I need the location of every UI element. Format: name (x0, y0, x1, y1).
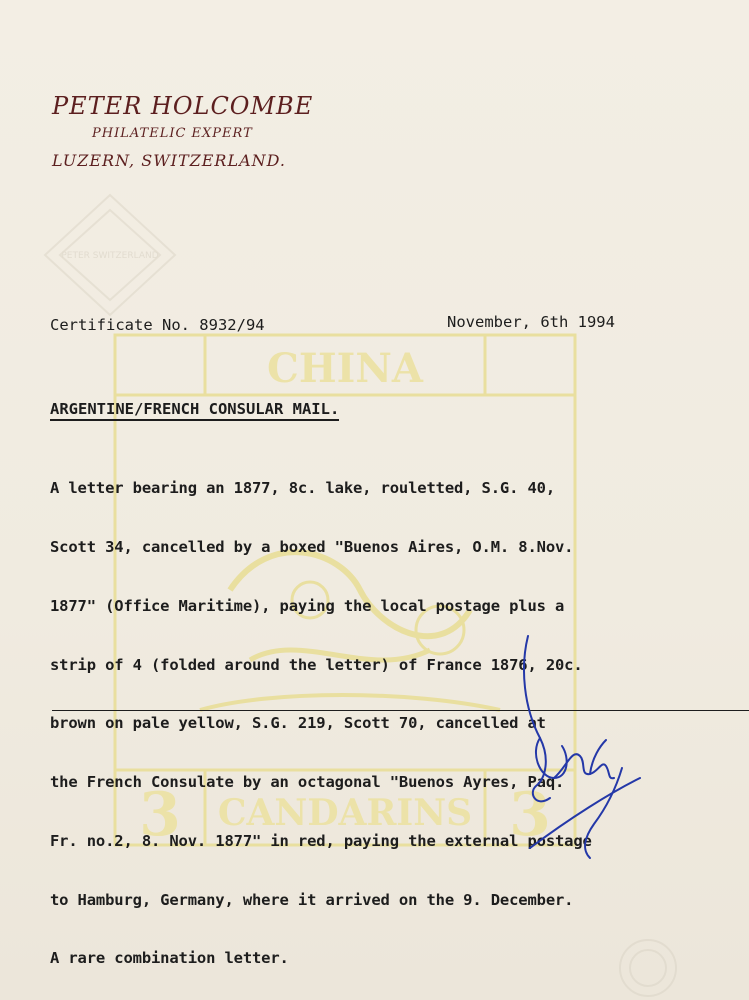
expert-name: PETER HOLCOMBE (52, 92, 314, 120)
body-line: brown on pale yellow, S.G. 219, Scott 70, cancelled at (50, 714, 546, 733)
body-line: A letter bearing an 1877, 8c. lake, rouletted, S.G. 40, (50, 479, 555, 498)
body-line: A rare combination letter. (50, 949, 289, 968)
watermark-value-right: 3 (509, 780, 551, 850)
watermark-bottom-text: CANDARINS (217, 792, 473, 834)
emboss-seal (40, 190, 180, 320)
body-line: to Hamburg, Germany, where it arrived on the 9. December. (50, 890, 574, 909)
certificate-heading: ARGENTINE/FRENCH CONSULAR MAIL. (50, 400, 339, 421)
watermark-value-left: 3 (139, 780, 181, 850)
body-line: Scott 34, cancelled by a boxed "Buenos Aires, O.M. 8.Nov. (50, 537, 574, 556)
body-line: the French Consulate by an octagonal "Buenos Ayres, Paq. (50, 773, 565, 792)
body-line: strip of 4 (folded around the letter) of France 1876, 20c. (50, 655, 583, 674)
emboss-text: PETER SWITZERLAND (61, 251, 159, 261)
signature (510, 628, 660, 878)
corner-seal (608, 928, 688, 998)
certificate-date: November, 6th 1994 (447, 313, 615, 331)
body-line: Fr. no.2, 8. Nov. 1877" in red, paying the external postage (50, 831, 592, 850)
watermark-top-text: CHINA (267, 345, 423, 392)
letterhead (52, 92, 313, 170)
certificate-number: Certificate No. 8932/94 (50, 316, 265, 334)
body-line: 1877" (Office Maritime), paying the local postage plus a (50, 596, 565, 615)
expert-title: PHILATELIC EXPERT (92, 126, 253, 141)
expert-location: LUZERN, SWITZERLAND. (52, 151, 286, 170)
